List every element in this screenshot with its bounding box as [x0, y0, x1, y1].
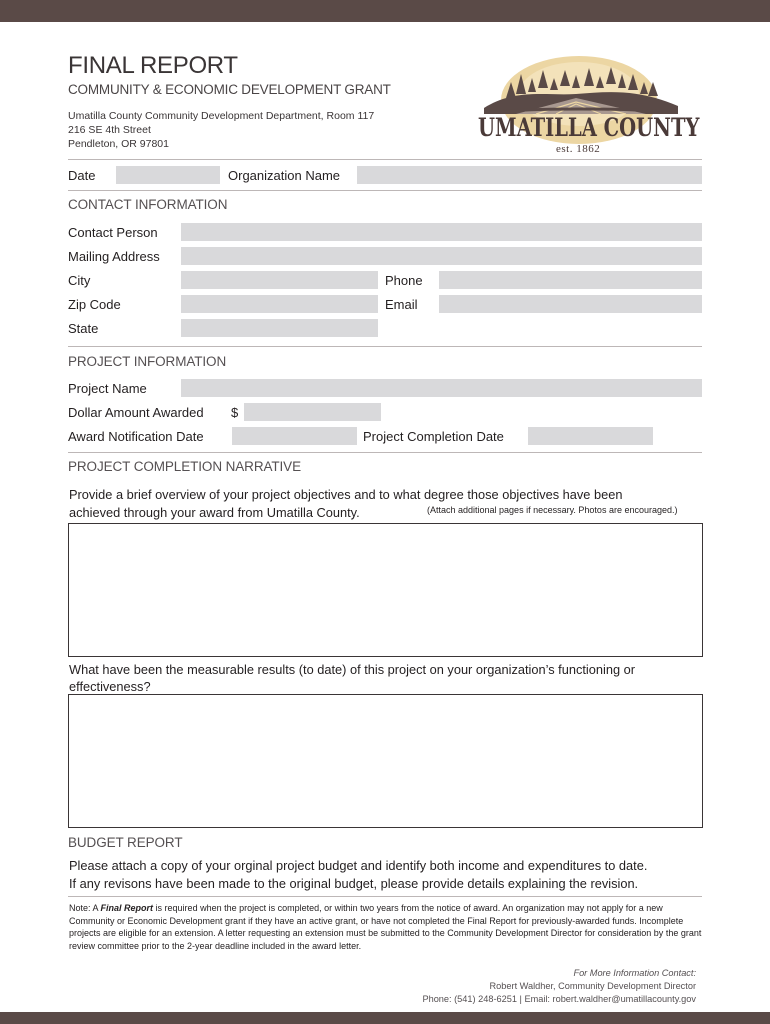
state-label: State [68, 321, 99, 336]
contact-details: Phone: (541) 248-6251 | Email: robert.waldher@umatillacounty.gov [422, 994, 696, 1004]
phone-field[interactable] [439, 271, 702, 289]
contact-person-field[interactable] [181, 223, 702, 241]
dollar-amount-field[interactable] [244, 403, 381, 421]
address-line-3: Pendleton, OR 97801 [68, 138, 169, 150]
results-textbox[interactable] [68, 694, 703, 828]
project-name-field[interactable] [181, 379, 702, 397]
date-label: Date [68, 168, 96, 183]
award-notification-date-label: Award Notification Date [68, 429, 204, 444]
zip-code-field[interactable] [181, 295, 378, 313]
top-bar [0, 0, 770, 22]
phone-label: Phone [385, 273, 423, 288]
final-report-note: Note: A Final Report is required when the project is completed, or within two years from the notice of award. An organization may not apply for a new Community or Economic Development grant if they have an active grant, or have not completed the Final Report for previously-awarded funds. Incomplete projects are eligible for an extension. A letter requesting an extension must be submitted to the Community Development Director for consideration by the grant review committee prior to the 2-year deadline included in the award letter. [69, 903, 702, 951]
contact-person-label: Contact Person [68, 225, 158, 240]
page-title: FINAL REPORT [68, 52, 238, 79]
project-name-label: Project Name [68, 381, 147, 396]
logo-name: UMATILLA COUNTY [478, 113, 700, 142]
email-label: Email [385, 297, 418, 312]
objectives-textbox[interactable] [68, 523, 703, 657]
address-line-2: 216 SE 4th Street [68, 124, 151, 136]
budget-report-heading: BUDGET REPORT [68, 835, 183, 850]
divider [68, 190, 702, 191]
state-field[interactable] [181, 319, 378, 337]
question-1-line-2: achieved through your award from Umatilla County. [69, 505, 360, 520]
organization-name-field[interactable] [357, 166, 702, 184]
narrative-heading: PROJECT COMPLETION NARRATIVE [68, 459, 301, 474]
dollar-amount-label: Dollar Amount Awarded [68, 405, 204, 420]
contact-heading: For More Information Contact: [573, 968, 696, 978]
divider [68, 346, 702, 347]
contact-name: Robert Waldher, Community Development Director [489, 981, 696, 991]
email-field[interactable] [439, 295, 702, 313]
attach-pages-note: (Attach additional pages if necessary. Photos are encouraged.) [427, 505, 678, 515]
question-2-line-2: effectiveness? [69, 679, 151, 694]
mailing-address-field[interactable] [181, 247, 702, 265]
dollar-sign: $ [231, 405, 239, 420]
mailing-address-label: Mailing Address [68, 249, 160, 264]
budget-line-1: Please attach a copy of your orginal project budget and identify both income and expenditures to date. [69, 858, 648, 873]
divider [68, 896, 702, 897]
organization-name-label: Organization Name [228, 168, 340, 183]
page-subtitle: COMMUNITY & ECONOMIC DEVELOPMENT GRANT [68, 82, 391, 97]
question-1-line-1: Provide a brief overview of your project objectives and to what degree those objectives have been [69, 487, 623, 502]
address-line-1: Umatilla County Community Development Department, Room 117 [68, 110, 375, 122]
project-completion-date-field[interactable] [528, 427, 653, 445]
contact-information-heading: CONTACT INFORMATION [68, 197, 228, 212]
logo-est: est. 1862 [556, 143, 601, 155]
city-label: City [68, 273, 91, 288]
award-notification-date-field[interactable] [232, 427, 357, 445]
project-completion-date-label: Project Completion Date [363, 429, 504, 444]
date-field[interactable] [116, 166, 220, 184]
bottom-bar [0, 1012, 770, 1024]
divider [68, 452, 702, 453]
zip-code-label: Zip Code [68, 297, 121, 312]
city-field[interactable] [181, 271, 378, 289]
project-information-heading: PROJECT INFORMATION [68, 354, 227, 369]
question-2-line-1: What have been the measurable results (to date) of this project on your organization’s functioning or [69, 662, 635, 677]
budget-line-2: If any revisons have been made to the original budget, please provide details explaining the revision. [69, 876, 639, 891]
divider [68, 159, 702, 160]
